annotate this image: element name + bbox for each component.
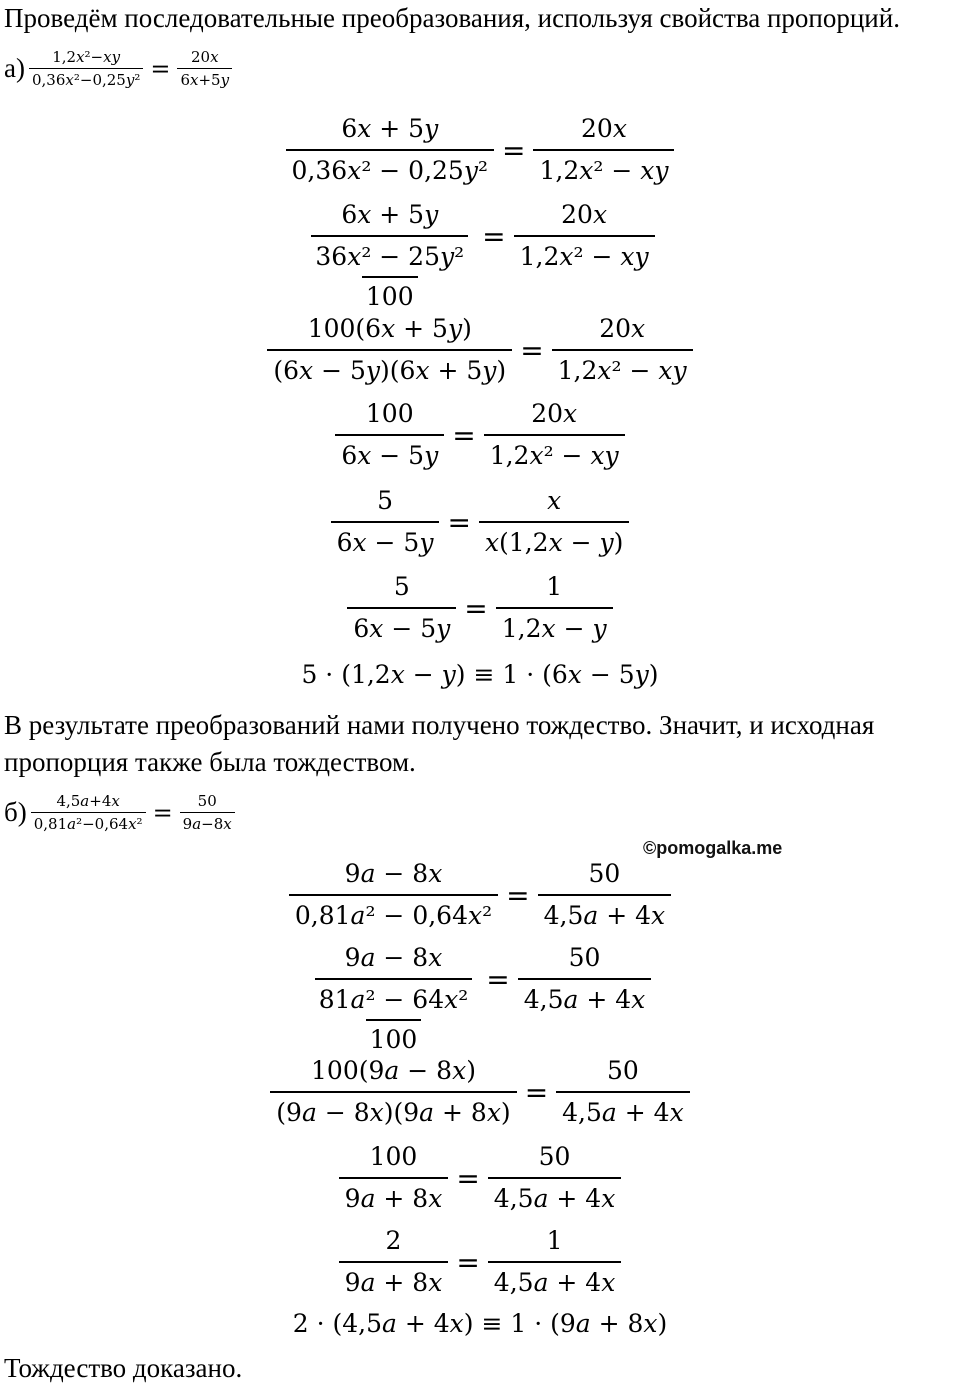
right-fraction xyxy=(488,1140,622,1216)
numerator: 2 xyxy=(385,1226,402,1255)
fraction-denominator: 9a−8x xyxy=(180,812,235,833)
intro-text: Проведём последовательные преобразования, используя свойства пропорций. xyxy=(4,3,900,33)
equals-sign: = xyxy=(482,219,506,253)
equals-sign: = xyxy=(152,798,173,827)
equation-b-5 xyxy=(0,1224,960,1300)
fraction-numerator: 20x xyxy=(190,48,219,66)
left-fraction xyxy=(331,484,440,560)
numerator: 20x xyxy=(599,314,646,343)
part-b-label: б) xyxy=(4,797,27,827)
denominator: 0,36x² − 0,25y² xyxy=(286,149,494,188)
right-fraction xyxy=(484,397,625,473)
part-a-given xyxy=(4,48,232,89)
numerator: 1 xyxy=(546,1226,563,1255)
numerator: 9a − 8x xyxy=(344,859,443,888)
given-left-fraction xyxy=(31,792,146,833)
identity-expression: 2 · (4,5a + 4x) ≡ 1 · (9a + 8x) xyxy=(292,1309,668,1338)
denominator: 6x − 5y xyxy=(335,434,444,473)
equation-a-1 xyxy=(0,112,960,188)
equals-sign: = xyxy=(464,591,488,625)
equals-sign: = xyxy=(150,54,171,83)
given-right-fraction xyxy=(180,792,235,833)
inner-numerator: 81a² − 64x² xyxy=(318,985,469,1014)
equals-sign: = xyxy=(447,505,471,539)
part-b-given xyxy=(4,792,235,833)
equation-b-4 xyxy=(0,1140,960,1216)
watermark: ©pomogalka.me xyxy=(643,838,783,858)
denominator: 6x − 5y xyxy=(331,521,440,560)
identity-expression: 5 · (1,2x − y) ≡ 1 · (6x − 5y) xyxy=(301,660,659,689)
nested-denominator xyxy=(305,235,474,314)
inner-denominator: 100 xyxy=(366,1019,422,1057)
inner-numerator: 36x² − 25y² xyxy=(315,242,465,271)
denominator: x(1,2x − y) xyxy=(479,521,629,560)
fraction-numerator: 1,2x²−xy xyxy=(52,48,121,66)
right-fraction xyxy=(514,198,655,274)
denominator: 1,2x² − xy xyxy=(552,349,693,388)
left-fraction xyxy=(270,1054,516,1130)
denominator: 9a + 8x xyxy=(339,1261,449,1300)
denominator: 9a + 8x xyxy=(339,1177,449,1216)
left-fraction xyxy=(339,1140,449,1216)
fraction-denominator: 0,81a²−0,64x² xyxy=(31,812,146,833)
equals-sign: = xyxy=(456,1161,480,1195)
left-fraction xyxy=(289,857,498,933)
fraction-numerator: 50 xyxy=(197,792,217,810)
fraction-denominator: 0,36x²−0,25y² xyxy=(29,68,143,89)
denominator: 0,81a² − 0,64x² xyxy=(289,894,498,933)
equation-b-3 xyxy=(0,1054,960,1130)
denominator: 1,2x − y xyxy=(496,607,613,646)
right-fraction xyxy=(533,112,674,188)
denominator: 4,5a + 4x xyxy=(538,894,672,933)
inner-denominator: 100 xyxy=(362,276,418,314)
equals-sign: = xyxy=(452,418,476,452)
identity-a xyxy=(0,660,960,689)
equals-sign: = xyxy=(486,962,510,996)
left-fraction xyxy=(267,312,512,388)
equals-sign: = xyxy=(502,133,526,167)
denominator: (9a − 8x)(9a + 8x) xyxy=(270,1091,516,1130)
left-fraction xyxy=(335,397,444,473)
numerator: 6x + 5y xyxy=(341,114,439,143)
numerator: 100 xyxy=(369,1142,418,1171)
equals-sign: = xyxy=(524,1075,549,1109)
right-fraction xyxy=(488,1224,622,1300)
right-fraction xyxy=(552,312,693,388)
denominator: 1,2x² − xy xyxy=(514,235,655,274)
right-fraction xyxy=(538,857,672,933)
left-fraction xyxy=(347,570,456,646)
denominator: 4,5a + 4x xyxy=(556,1091,690,1130)
equation-a-2 xyxy=(0,198,960,314)
given-left-fraction xyxy=(29,48,143,89)
denominator: 6x − 5y xyxy=(347,607,456,646)
equation-a-5 xyxy=(0,484,960,560)
equals-sign: = xyxy=(520,333,544,367)
denominator: 4,5a + 4x xyxy=(488,1261,622,1300)
conclusion-b: Тождество доказано. xyxy=(4,1353,243,1383)
numerator: 100(9a − 8x) xyxy=(311,1056,476,1085)
left-fraction xyxy=(286,112,494,188)
denominator: 1,2x² − xy xyxy=(533,149,674,188)
given-right-fraction xyxy=(177,48,232,89)
numerator: 6x + 5y xyxy=(341,200,439,229)
numerator: 20x xyxy=(531,399,578,428)
equation-a-4 xyxy=(0,397,960,473)
conclusion-a-line-2: пропорция также была тождеством. xyxy=(4,747,416,777)
nested-denominator xyxy=(309,978,479,1057)
numerator: 50 xyxy=(588,859,621,888)
numerator: 5 xyxy=(393,572,410,601)
equals-sign: = xyxy=(456,1245,480,1279)
identity-b xyxy=(0,1309,960,1338)
equation-b-1 xyxy=(0,857,960,933)
denominator: 4,5a + 4x xyxy=(488,1177,622,1216)
numerator: x xyxy=(547,486,562,515)
left-fraction xyxy=(339,1224,449,1300)
numerator: 5 xyxy=(377,486,393,515)
equation-a-6 xyxy=(0,570,960,646)
right-fraction xyxy=(518,941,652,1017)
fraction-numerator: 4,5a+4x xyxy=(56,792,120,810)
conclusion-a-line-1: В результате преобразований нами получено тождество. Значит, и исходная xyxy=(4,710,875,740)
denominator: (6x − 5y)(6x + 5y) xyxy=(267,349,512,388)
part-a-label: а) xyxy=(4,53,25,83)
equation-b-2 xyxy=(0,941,960,1057)
numerator: 50 xyxy=(568,943,601,972)
right-fraction xyxy=(479,484,629,560)
fraction-denominator: 6x+5y xyxy=(177,68,232,89)
numerator: 20x xyxy=(561,200,608,229)
right-fraction xyxy=(496,570,613,646)
numerator: 20x xyxy=(581,114,627,143)
left-compound-fraction xyxy=(309,941,479,1057)
numerator: 50 xyxy=(538,1142,571,1171)
left-compound-fraction xyxy=(305,198,474,314)
numerator: 1 xyxy=(546,572,563,601)
denominator: 1,2x² − xy xyxy=(484,434,625,473)
right-fraction xyxy=(556,1054,690,1130)
equals-sign: = xyxy=(506,878,530,912)
equation-a-3 xyxy=(0,312,960,388)
numerator: 100(6x + 5y) xyxy=(307,314,472,343)
numerator: 100 xyxy=(365,399,414,428)
denominator: 4,5a + 4x xyxy=(518,978,652,1017)
numerator: 50 xyxy=(607,1056,639,1085)
numerator: 9a − 8x xyxy=(344,943,443,972)
